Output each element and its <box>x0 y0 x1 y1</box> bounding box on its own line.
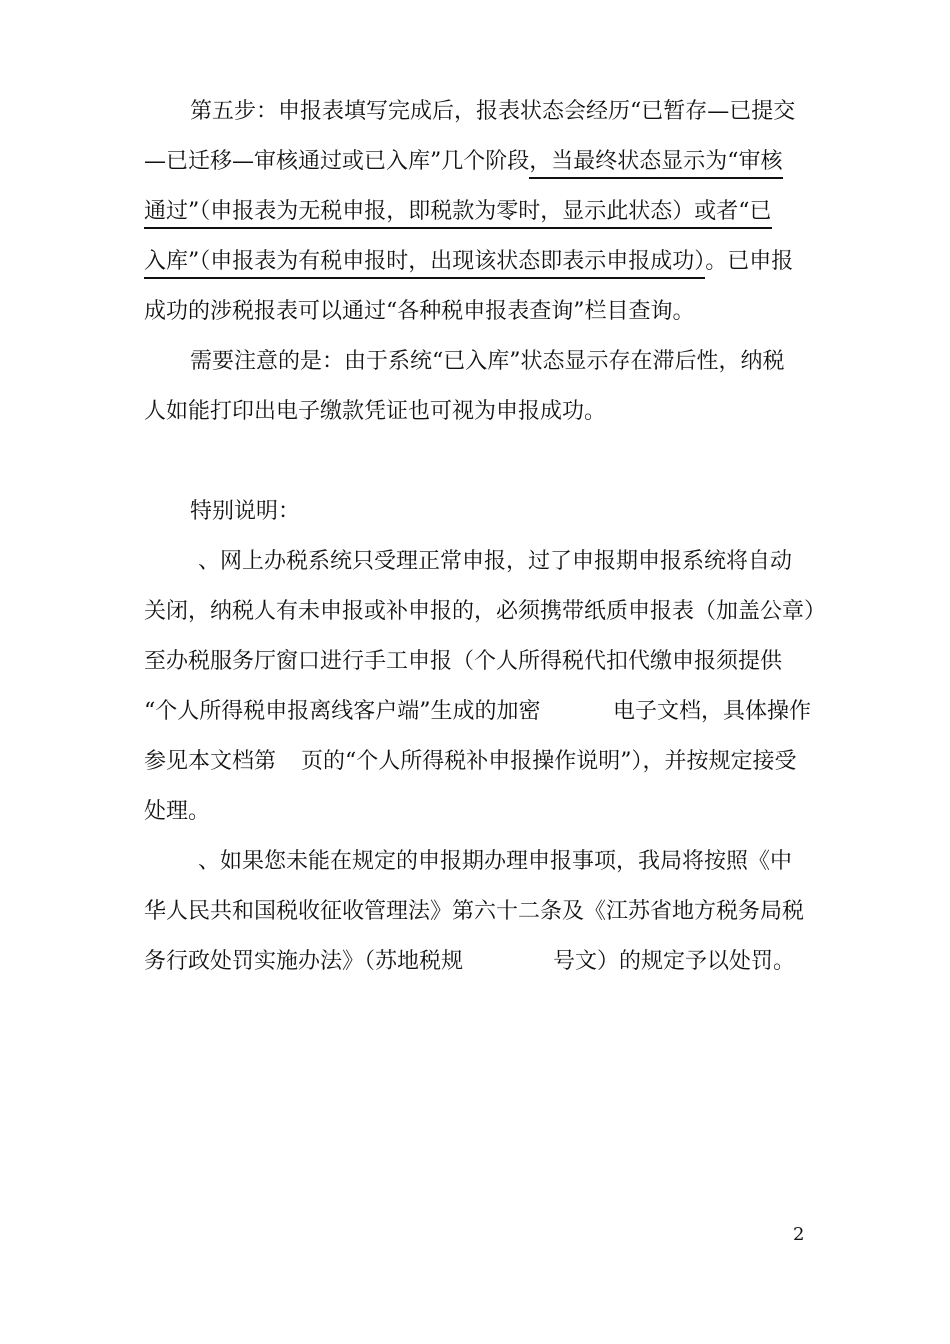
special-item2-line-3a: 务行政处罚实施办法》（苏地税规 <box>144 949 464 974</box>
note-line-2: 人如能打印出电子缴款凭证也可视为申报成功。 <box>144 399 607 424</box>
step5-line-2-text: —已迁移—审核通过或已入库”几个阶段 <box>144 149 530 174</box>
special-item1-line-4a: “个人所得税申报离线客户端”生成的加密 <box>144 699 541 724</box>
special-item2-line-1: 、如果您未能在规定的申报期办理申报事项，我局将按照《中 <box>198 849 793 874</box>
special-item1-line-3: 至办税服务厅窗口进行手工申报（个人所得税代扣代缴申报须提供 <box>144 649 783 674</box>
page-number: 2 <box>793 1224 805 1245</box>
step5-line-3 <box>144 192 772 232</box>
step5-line-2 <box>144 142 783 182</box>
special-item2-line-3b: 号文）的规定予以处罚。 <box>553 949 796 974</box>
special-item1-line-5b: 页的“个人所得税补申报操作说明”），并按规定接受 <box>301 749 797 774</box>
special-item1-line-6: 处理。 <box>144 799 211 824</box>
step5-line-1: 第五步：申报表填写完成后，报表状态会经历“已暂存—已提交 <box>190 99 796 124</box>
special-item1-line-5a: 参见本文档第 <box>144 749 277 774</box>
step5-line-4-underlined: 入库”（申报表为有税申报时，出现该状态即表示申报成功） <box>144 249 705 279</box>
special-item1-line-2: 关闭，纳税人有未申报或补申报的，必须携带纸质申报表（加盖公章） <box>144 599 827 624</box>
step5-line-5: 成功的涉税报表可以通过“各种税申报表查询”栏目查询。 <box>144 299 695 324</box>
special-item1-line-1: 、网上办税系统只受理正常申报，过了申报期申报系统将自动 <box>198 549 793 574</box>
step5-line-2-underlined: ，当最终状态显示为“审核 <box>529 149 782 179</box>
step5-line-4-text: 。已申报 <box>705 249 794 274</box>
special-item1-line-4b: 电子文档，具体操作 <box>613 699 812 724</box>
note-line-1: 需要注意的是：由于系统“已入库”状态显示存在滞后性，纳税 <box>190 349 785 374</box>
step5-line-4 <box>144 242 793 282</box>
special-heading: 特别说明： <box>190 499 301 524</box>
step5-line-3-underlined: 通过”（申报表为无税申报，即税款为零时，显示此状态）或者“已 <box>144 199 772 229</box>
special-item2-line-2: 华人民共和国税收征收管理法》第六十二条及《江苏省地方税务局税 <box>144 899 805 924</box>
